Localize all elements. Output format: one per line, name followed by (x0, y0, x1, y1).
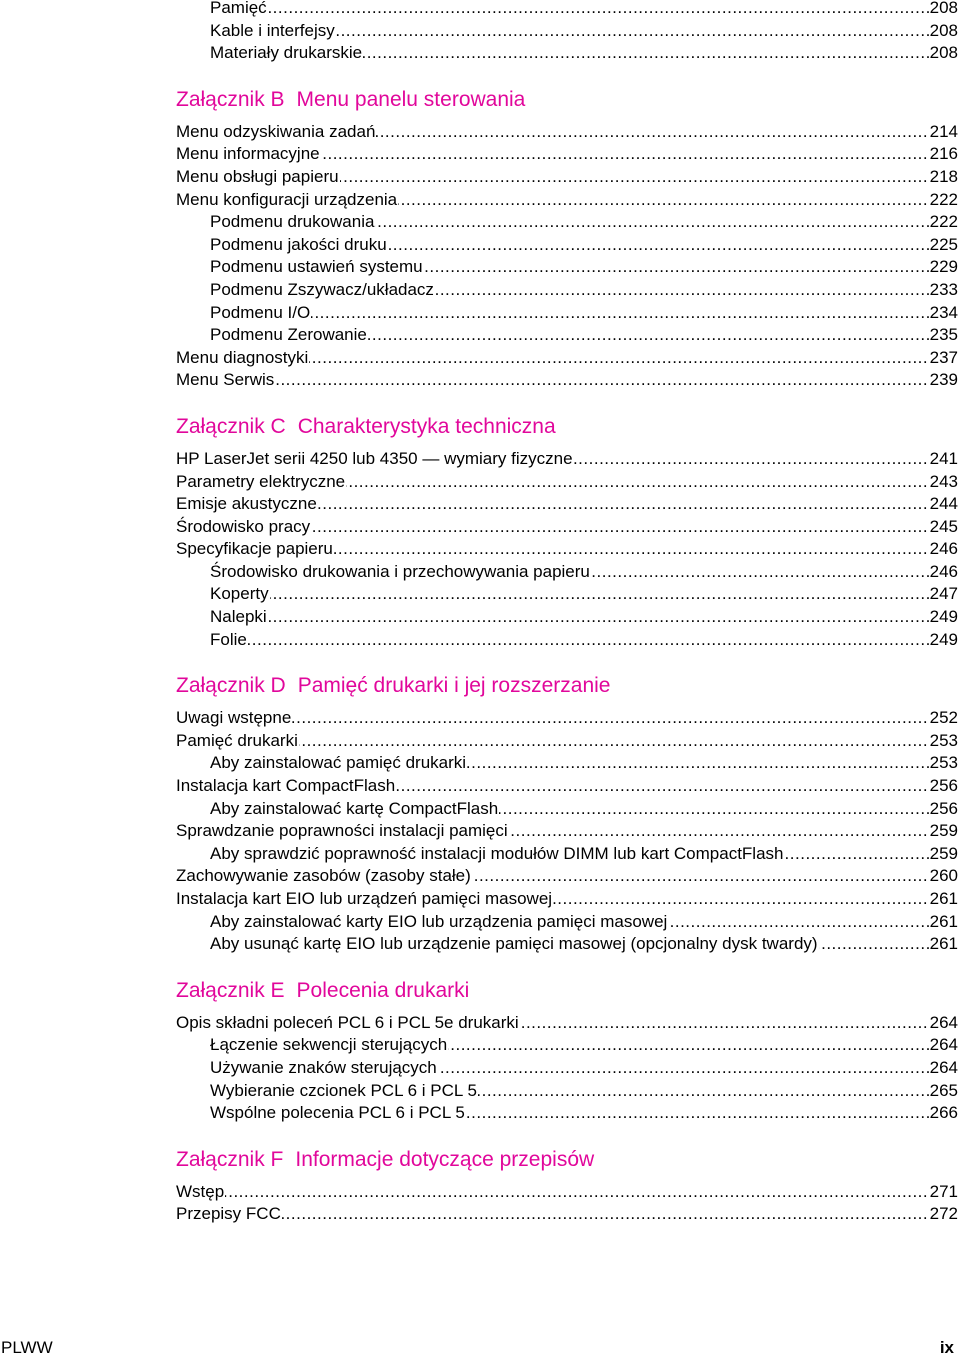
toc-entry-page: 234 (929, 302, 958, 325)
appendix-title: Menu panelu sterowania (296, 87, 526, 111)
toc-entry-page: 239 (929, 369, 958, 392)
toc-entry[interactable] (176, 234, 958, 257)
toc-entry-title: HP LaserJet serii 4250 lub 4350 — wymiary fizyczne (176, 448, 573, 468)
toc-entry-page: 222 (929, 189, 958, 212)
toc-entry-title: Nalepki (210, 607, 267, 627)
toc-entry-title: Menu diagnostyki (176, 347, 309, 367)
toc-entry[interactable] (176, 865, 958, 888)
toc-entry[interactable] (176, 798, 958, 821)
toc-entry[interactable] (176, 933, 958, 956)
toc-entry-title: Materiały drukarskie (210, 43, 363, 63)
toc-entry-page: 218 (929, 166, 958, 189)
toc-entry[interactable] (176, 347, 958, 370)
toc-entry-title: Pamięć drukarki (176, 730, 298, 750)
toc-entry-page: 225 (929, 234, 958, 257)
toc-entry-title: Aby zainstalować pamięć drukarki (210, 753, 467, 773)
toc-entry-page: 229 (929, 256, 958, 279)
toc-entry-page: 243 (929, 471, 958, 494)
toc-entry-title: Aby zainstalować karty EIO lub urządzenia pamięci masowej (210, 911, 668, 931)
toc-entry[interactable] (176, 493, 958, 516)
toc-entry-title: Parametry elektryczne (176, 471, 346, 491)
section-heading[interactable] (176, 673, 958, 699)
toc-entry[interactable] (176, 888, 958, 911)
toc-entry-title: Menu obsługi papieru (176, 166, 339, 186)
toc-entry-title: Koperty (210, 584, 269, 604)
toc-entry-title: Łączenie sekwencji sterujących (210, 1035, 448, 1055)
toc-entry[interactable] (176, 121, 958, 144)
appendix-title: Charakterystyka techniczna (297, 414, 556, 438)
toc-entry[interactable] (176, 256, 958, 279)
toc-entry[interactable] (176, 538, 958, 561)
toc-entry-title: Instalacja kart CompactFlash (176, 776, 396, 796)
appendix-label: Załącznik D (176, 674, 286, 698)
section-heading[interactable] (176, 87, 958, 113)
appendix-label: Załącznik C (176, 414, 286, 438)
toc-entry-page: 233 (929, 279, 958, 302)
toc-entry-page: 249 (929, 629, 958, 652)
toc-entry-title: Menu Serwis (176, 370, 275, 390)
toc-entry-title: Środowisko drukowania i przechowywania papieru (210, 561, 590, 581)
toc-entry[interactable] (176, 583, 958, 606)
toc-entry-title: Wstęp (176, 1181, 225, 1201)
toc-entry[interactable] (176, 302, 958, 325)
toc-entry-page: 246 (929, 561, 958, 584)
toc-entry-page: 253 (929, 752, 958, 775)
toc-entry-page: 237 (929, 347, 958, 370)
toc-entry-page: 256 (929, 798, 958, 821)
toc-entry-page: 253 (929, 730, 958, 753)
toc-entry-title: Podmenu ustawień systemu (210, 257, 423, 277)
toc-entry[interactable] (176, 1102, 958, 1125)
toc-entry-page: 235 (929, 324, 958, 347)
toc-entry[interactable] (176, 1057, 958, 1080)
toc-entry[interactable] (176, 561, 958, 584)
toc-entry-title: Pamięć (210, 0, 267, 17)
toc-entry[interactable] (176, 1203, 958, 1226)
toc-entry[interactable] (176, 471, 958, 494)
toc-entry-page: 264 (929, 1012, 958, 1035)
toc-entry-page: 265 (929, 1080, 958, 1103)
footer-page-number: ix (939, 1338, 954, 1357)
toc-entry-title: Środowisko pracy (176, 516, 311, 536)
toc-entry-page: 272 (929, 1203, 958, 1226)
appendix-title: Polecenia drukarki (296, 978, 470, 1002)
toc-entry[interactable] (176, 629, 958, 652)
toc-entry-title: Uwagi wstępne (176, 708, 292, 728)
toc-entry[interactable] (176, 166, 958, 189)
toc-entry-title: Kable i interfejsy (210, 20, 335, 40)
toc-entry[interactable] (176, 448, 958, 471)
toc-entry[interactable] (176, 843, 958, 866)
toc-entry-title: Przepisy FCC (176, 1204, 281, 1224)
toc-entry-title: Podmenu Zerowanie (210, 325, 367, 345)
toc-entry[interactable] (176, 369, 958, 392)
toc-entry-page: 261 (929, 911, 958, 934)
toc-entry-title: Opis składni poleceń PCL 6 i PCL 5e drukarki (176, 1012, 519, 1032)
toc-entry[interactable] (176, 211, 958, 234)
appendix-title: Pamięć drukarki i jej rozszerzanie (297, 674, 611, 698)
toc-entry-title: Menu konfiguracji urządzenia (176, 189, 398, 209)
toc-entry-title: Podmenu Zszywacz/układacz (210, 279, 434, 299)
toc-entry[interactable] (176, 752, 958, 775)
toc-entry-title: Aby zainstalować kartę CompactFlash (210, 798, 499, 818)
toc-entry[interactable] (176, 42, 958, 65)
toc-entry-page: 222 (929, 211, 958, 234)
toc-entry[interactable] (176, 707, 958, 730)
toc-entry[interactable] (176, 911, 958, 934)
toc-entry-page: 266 (929, 1102, 958, 1125)
toc-entry[interactable] (176, 1034, 958, 1057)
section-heading[interactable] (176, 1147, 958, 1173)
toc-entry-page: 245 (929, 516, 958, 539)
toc-entry[interactable] (176, 189, 958, 212)
toc-entry-page: 261 (929, 933, 958, 956)
toc-entry-title: Podmenu drukowania (210, 212, 375, 232)
toc-entry-page: 216 (929, 143, 958, 166)
toc-entry-page: 214 (929, 121, 958, 144)
toc-entry-page: 271 (929, 1181, 958, 1204)
toc-entry-page: 264 (929, 1057, 958, 1080)
toc-entry-title: Wybieranie czcionek PCL 6 i PCL 5 (210, 1080, 477, 1100)
toc-entry-title: Wspólne polecenia PCL 6 i PCL 5 (210, 1103, 465, 1123)
toc-entry-page: 244 (929, 493, 958, 516)
toc-entry-title: Specyfikacje papieru (176, 539, 333, 559)
toc-entry-title: Aby sprawdzić poprawność instalacji modułów DIMM lub kart CompactFlash (210, 843, 784, 863)
toc-entry-title: Podmenu I/O (210, 302, 311, 322)
toc-entry-title: Sprawdzanie poprawności instalacji pamięci (176, 821, 508, 841)
toc-entry-title: Używanie znaków sterujących (210, 1057, 437, 1077)
toc-entry[interactable] (176, 730, 958, 753)
toc-entry[interactable] (176, 775, 958, 798)
toc-entry[interactable] (176, 516, 958, 539)
section-heading[interactable] (176, 414, 958, 440)
toc-entry-page: 249 (929, 606, 958, 629)
toc-entry-page: 259 (929, 820, 958, 843)
toc-entry-page: 208 (929, 20, 958, 43)
appendix-label: Załącznik E (176, 978, 285, 1002)
toc-entry[interactable] (176, 0, 958, 20)
toc-entry[interactable] (176, 820, 958, 843)
toc-entry-title: Instalacja kart EIO lub urządzeń pamięci masowej (176, 889, 553, 908)
toc-entry-page: 261 (929, 888, 958, 911)
toc-entry[interactable] (176, 1181, 958, 1204)
toc-entry[interactable] (176, 20, 958, 43)
toc-entry[interactable] (176, 324, 958, 347)
toc-entry-page: 208 (929, 0, 958, 20)
footer-locale: PLWW (1, 1338, 53, 1357)
toc-entry-page: 256 (929, 775, 958, 798)
toc-entry[interactable] (176, 143, 958, 166)
toc-entry-page: 252 (929, 707, 958, 730)
toc-entry-page: 247 (929, 583, 958, 606)
toc-entry-page: 264 (929, 1034, 958, 1057)
toc-entry-page: 260 (929, 865, 958, 888)
toc-entry[interactable] (176, 606, 958, 629)
section-heading[interactable] (176, 978, 958, 1004)
toc-entry-page: 259 (929, 843, 958, 866)
toc-entry-title: Zachowywanie zasobów (zasoby stałe) (176, 866, 471, 886)
toc-entry[interactable] (176, 279, 958, 302)
appendix-label: Załącznik B (176, 87, 285, 111)
toc-entry-title: Folie (210, 629, 247, 649)
toc-entry-page: 241 (929, 448, 958, 471)
toc-entry[interactable] (176, 1012, 958, 1035)
toc-entry-page: 246 (929, 538, 958, 561)
toc-entry[interactable] (176, 1080, 958, 1103)
toc-entry-title: Aby usunąć kartę EIO lub urządzenie pamięci masowej (opcjonalny dysk twardy) (210, 934, 818, 954)
toc-entry-page: 208 (929, 42, 958, 65)
toc-entry-title: Emisje akustyczne (176, 494, 317, 514)
appendix-label: Załącznik F (176, 1147, 284, 1171)
table-of-contents (176, 0, 958, 1226)
toc-entry-title: Podmenu jakości druku (210, 234, 387, 254)
appendix-title: Informacje dotyczące przepisów (295, 1147, 595, 1171)
toc-entry-title: Menu odzyskiwania zadań (176, 121, 376, 141)
toc-entry-title: Menu informacyjne (176, 144, 320, 164)
